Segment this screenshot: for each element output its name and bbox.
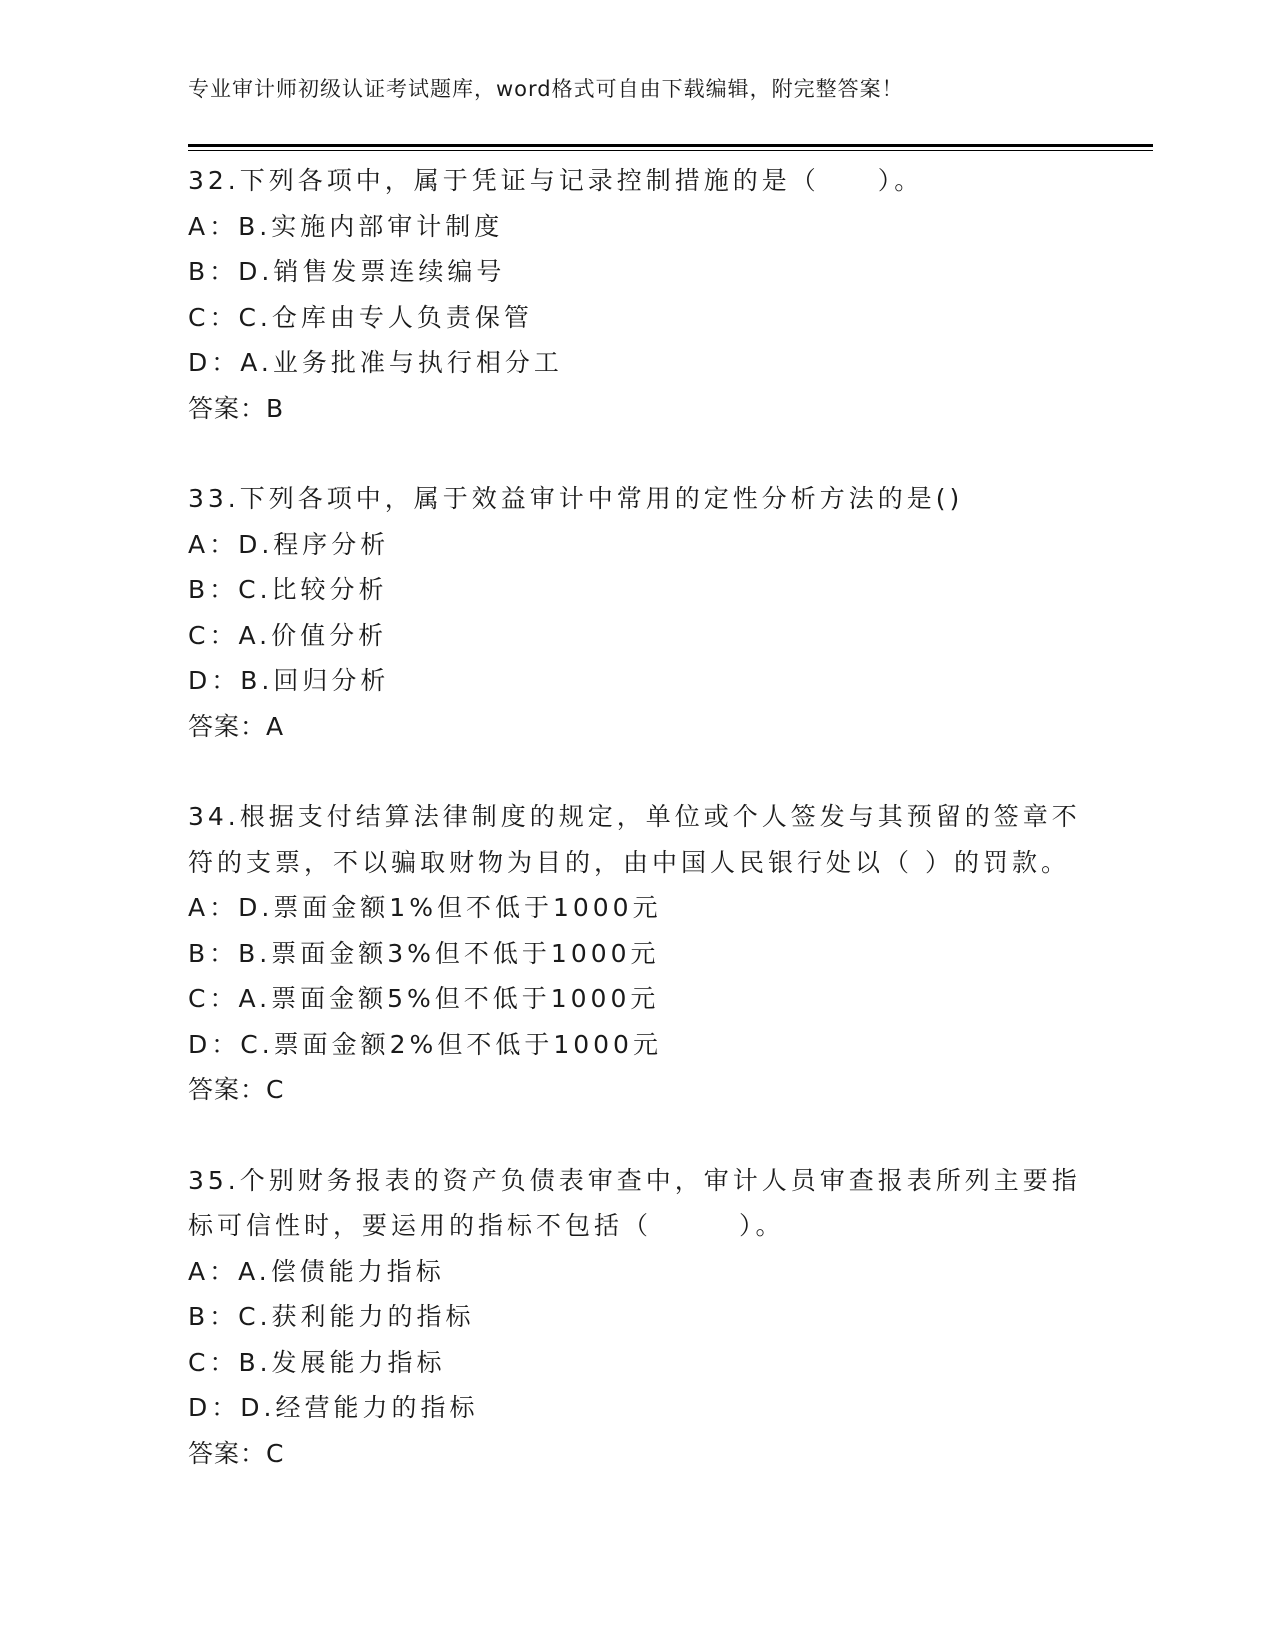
option-d: D：A.业务批准与执行相分工 [188, 348, 563, 377]
option-b: B：C.比较分析 [188, 575, 388, 604]
question-list [188, 158, 1088, 1521]
answer-label: 答案： [188, 711, 267, 741]
header-rule-thin [188, 150, 1153, 151]
question-34 [188, 794, 1088, 1113]
answer-value: C [266, 1438, 285, 1468]
answer [188, 1067, 1088, 1113]
option-b: B：D.销售发票连续编号 [188, 257, 506, 286]
option-a: A：D.票面金额1%但不低于1000元 [188, 893, 662, 922]
question-stem: 33.下列各项中，属于效益审计中常用的定性分析方法的是() [188, 484, 964, 513]
question-35 [188, 1158, 1088, 1477]
answer-value: A [266, 711, 285, 741]
option-a: A：D.程序分析 [188, 529, 390, 559]
question-stem-line-1: 34.根据支付结算法律制度的规定，单位或个人签发与其预留的签章不 [188, 802, 1081, 831]
option-c: C：A.价值分析 [188, 620, 388, 650]
question-33 [188, 476, 1088, 749]
option-c: C：A.票面金额5%但不低于1000元 [188, 984, 660, 1013]
question-stem-line-2: 标可信性时，要运用的指标不包括（ ）。 [188, 1211, 785, 1240]
answer-label: 答案： [188, 393, 267, 423]
option-d: D：D.经营能力的指标 [188, 1393, 479, 1422]
question-stem-line-2: 符的支票，不以骗取财物为目的，由中国人民银行处以（ ）的罚款。 [188, 847, 1070, 877]
option-a: A：A.偿债能力指标 [188, 1256, 445, 1286]
question-32 [188, 158, 1088, 431]
option-c: C：C.仓库由专人负责保管 [188, 302, 533, 332]
question-stem: 32.下列各项中，属于凭证与记录控制措施的是（ ）。 [188, 166, 924, 195]
option-b: B：B.票面金额3%但不低于1000元 [188, 938, 660, 968]
option-c: C：B.发展能力指标 [188, 1347, 446, 1377]
answer-label: 答案： [188, 1075, 267, 1104]
answer [188, 704, 1088, 750]
document-header: 专业审计师初级认证考试题库，word格式可自由下载编辑，附完整答案！ [188, 77, 904, 101]
answer [188, 386, 1088, 432]
option-d: D：C.票面金额2%但不低于1000元 [188, 1029, 662, 1059]
answer-value: B [266, 393, 285, 423]
header-rule-thick [188, 144, 1153, 147]
option-b: B：C.获利能力的指标 [188, 1302, 475, 1331]
option-d: D：B.回归分析 [188, 666, 390, 695]
answer-value: C [266, 1075, 285, 1104]
question-stem-line-1: 35.个别财务报表的资产负债表审查中，审计人员审查报表所列主要指 [188, 1165, 1081, 1195]
answer [188, 1431, 1088, 1477]
answer-label: 答案： [188, 1438, 267, 1468]
option-a: A：B.实施内部审计制度 [188, 211, 504, 241]
